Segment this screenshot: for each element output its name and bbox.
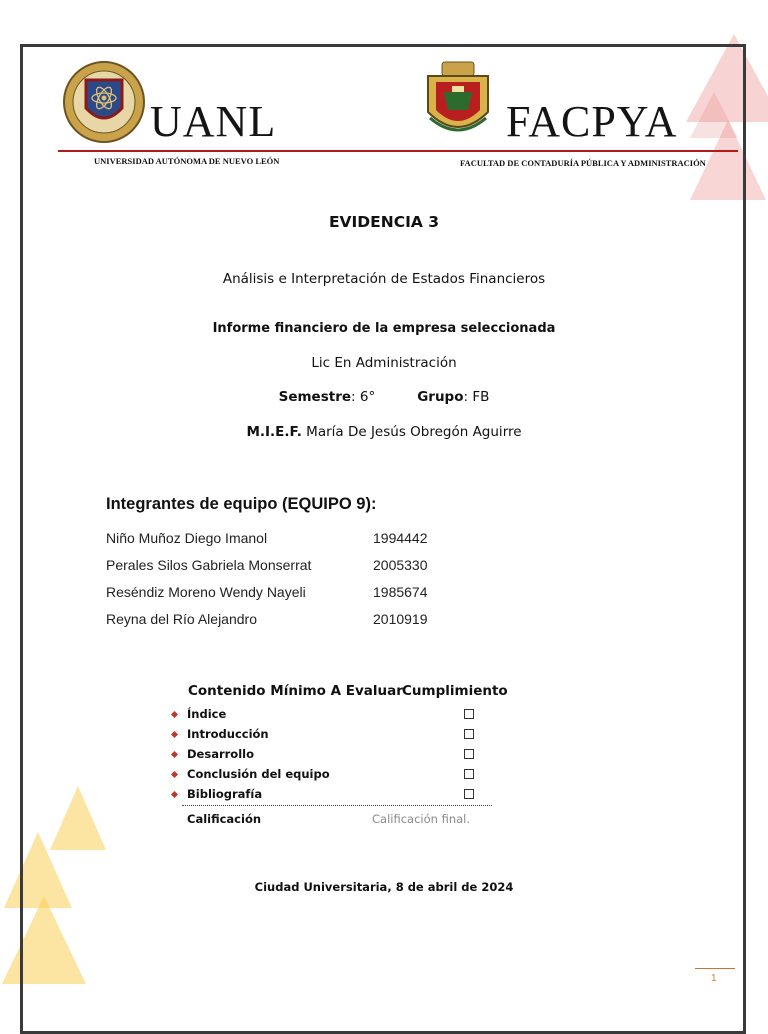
group-label: Grupo — [417, 389, 464, 405]
evaluation-item-label: Conclusión del equipo — [187, 767, 330, 781]
semester-label: Semestre — [278, 389, 352, 405]
member-id: 2010919 — [373, 611, 428, 627]
divider — [182, 805, 492, 806]
teacher-line — [0, 424, 768, 440]
report-title: Informe financiero de la empresa seleccionada — [212, 321, 556, 336]
checkbox[interactable] — [464, 789, 474, 799]
bullet-icon — [171, 751, 178, 758]
page-number-rule — [695, 968, 735, 969]
member-id: 1994442 — [373, 530, 428, 546]
bullet-icon — [171, 771, 178, 778]
bullet-icon — [171, 731, 178, 738]
faculty-name: FACULTAD DE CONTADURÍA PÚBLICA Y ADMINISTRACIÓN — [460, 158, 706, 168]
teacher-title: M.I.E.F. — [246, 424, 302, 440]
page-number: 1 — [711, 973, 717, 984]
semester-value: : 6° — [351, 389, 376, 405]
member-name: Perales Silos Gabriela Monserrat — [106, 557, 312, 573]
member-name: Reyna del Río Alejandro — [106, 611, 257, 627]
group-value: : FB — [463, 389, 490, 405]
university-name: UNIVERSIDAD AUTÓNOMA DE NUEVO LEÓN — [94, 156, 280, 166]
evaluation-item-label: Introducción — [187, 727, 269, 741]
uanl-seal-logo — [62, 60, 146, 144]
teacher-name: María De Jesús Obregón Aguirre — [301, 424, 522, 440]
subject-name: Análisis e Interpretación de Estados Financieros — [222, 271, 546, 287]
evaluation-content-header: Contenido Mínimo A Evaluar — [188, 683, 403, 699]
checkbox[interactable] — [464, 729, 474, 739]
evaluation-row — [172, 767, 502, 787]
bullet-icon — [171, 791, 178, 798]
facpya-logo-text: FACPYA — [506, 97, 678, 146]
checkbox[interactable] — [464, 769, 474, 779]
grade-field[interactable]: Calificación final. — [372, 812, 471, 826]
evaluation-compliance-header: Cumplimiento — [402, 683, 508, 699]
facpya-crest-logo — [420, 60, 496, 144]
document-title: EVIDENCIA 3 — [328, 213, 440, 231]
evaluation-row — [172, 747, 502, 767]
uanl-logo-text: UANL — [150, 97, 277, 146]
career-name: Lic En Administración — [311, 355, 457, 371]
evaluation-item-label: Bibliografía — [187, 787, 263, 801]
member-name: Reséndiz Moreno Wendy Nayeli — [106, 584, 306, 600]
evaluation-row — [172, 787, 502, 807]
evaluation-row — [172, 727, 502, 747]
grade-label: Calificación — [187, 812, 262, 826]
member-id: 2005330 — [373, 557, 428, 573]
header-rule — [58, 150, 738, 152]
semester-group-line — [0, 389, 768, 405]
evaluation-item-label: Desarrollo — [187, 747, 254, 761]
place-date: Ciudad Universitaria, 8 de abril de 2024 — [254, 880, 514, 894]
member-id: 1985674 — [373, 584, 428, 600]
team-heading: Integrantes de equipo (EQUIPO 9): — [106, 495, 377, 513]
bullet-icon — [171, 711, 178, 718]
member-name: Niño Muñoz Diego Imanol — [106, 530, 268, 546]
evaluation-row — [172, 707, 502, 727]
checkbox[interactable] — [464, 709, 474, 719]
evaluation-item-label: Índice — [187, 707, 227, 721]
checkbox[interactable] — [464, 749, 474, 759]
